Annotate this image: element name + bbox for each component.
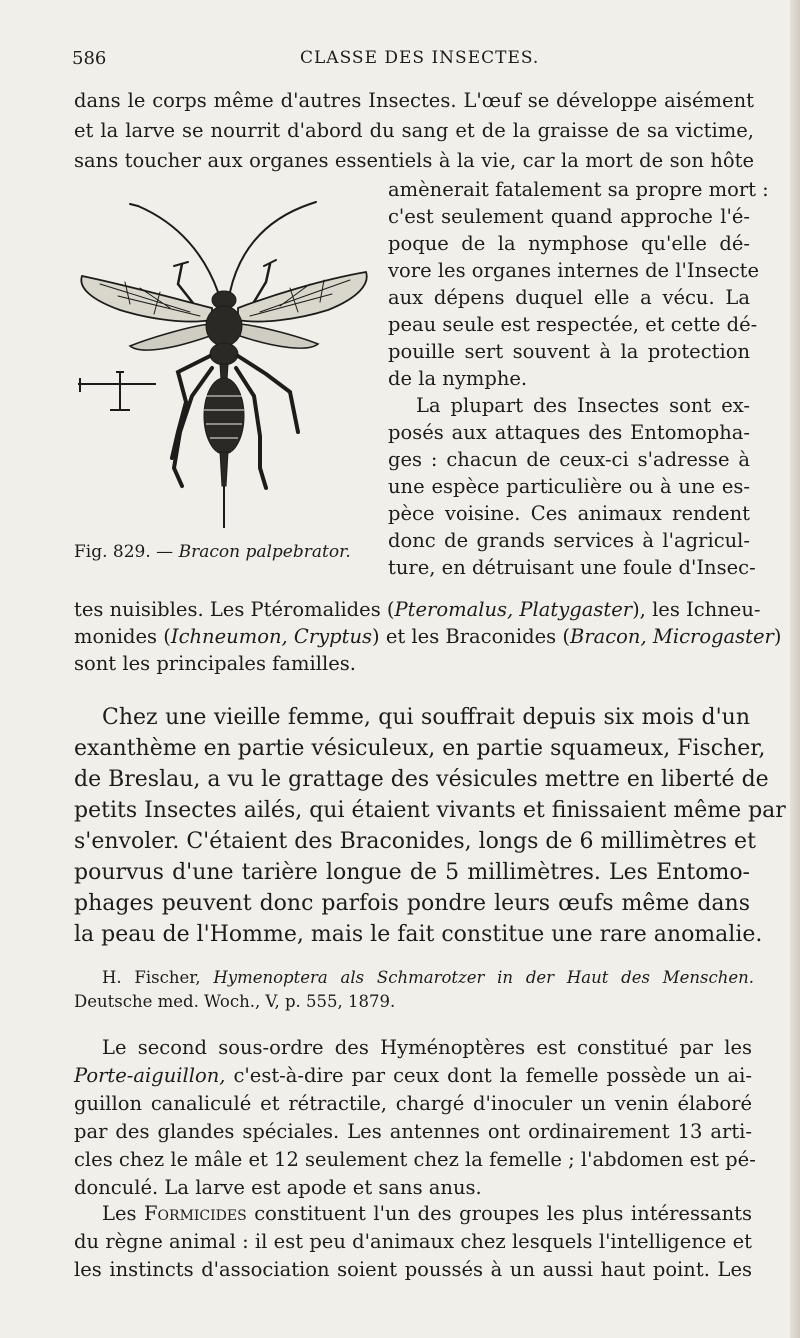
text-line: phages peuvent donc parfois pondre leurs œufs même dans bbox=[74, 891, 750, 916]
suborder-name: Porte-aiguillon, bbox=[74, 1064, 226, 1087]
families-lines bbox=[74, 596, 782, 677]
text-line: c'est seulement quand approche l'é- bbox=[388, 205, 750, 228]
text-span: monides ( bbox=[74, 625, 171, 648]
text-line: une espèce particulière ou à une es- bbox=[388, 475, 750, 498]
text-line: vore les organes internes de l'Insecte bbox=[388, 259, 759, 282]
text-line: aux dépens duquel elle a vécu. La bbox=[388, 286, 750, 309]
text-line: du règne animal : il est peu d'animaux chez lesquels l'intelligence et bbox=[74, 1230, 752, 1253]
text-line: posés aux attaques des Entomopha- bbox=[388, 421, 750, 444]
text-line: de la nymphe. bbox=[388, 367, 528, 390]
text-line: dans le corps même d'autres Insectes. L'œuf se développe aisément bbox=[74, 89, 754, 112]
case-report-paragraph bbox=[74, 702, 786, 950]
text-span: ) et les Braconides ( bbox=[372, 625, 570, 648]
text-line: La plupart des Insectes sont ex- bbox=[416, 394, 750, 417]
page-edge bbox=[790, 0, 800, 1338]
text-line: sans toucher aux organes essentiels à la vie, car la mort de son hôte bbox=[74, 149, 754, 172]
text-line: par des glandes spéciales. Les antennes ont ordinairement 13 arti- bbox=[74, 1120, 752, 1143]
text-line bbox=[74, 596, 761, 623]
text-line: exanthème en partie vésiculeux, en partie squameux, Fischer, bbox=[74, 736, 766, 761]
suborder-paragraph bbox=[74, 1034, 756, 1202]
bracon-wasp-illustration bbox=[70, 196, 380, 540]
text-line: pouille sert souvent à la protection bbox=[388, 340, 750, 363]
reference-title: Hymenoptera als Schmarotzer in der Haut des Menschen. bbox=[213, 968, 754, 987]
right-column-text bbox=[388, 176, 769, 581]
text-line: de Breslau, a vu le grattage des vésicules mettre en liberté de bbox=[74, 767, 769, 792]
text-line: et la larve se nourrit d'abord du sang et de la graisse de sa victime, bbox=[74, 119, 754, 142]
text-line bbox=[74, 1062, 752, 1090]
text-line: donculé. La larve est apode et sans anus. bbox=[74, 1176, 482, 1199]
text-line: sont les principales familles. bbox=[74, 652, 356, 675]
opening-lines bbox=[74, 88, 754, 174]
text-line bbox=[74, 623, 782, 650]
figure-number: Fig. 829. — bbox=[74, 542, 174, 562]
text-line: petits Insectes ailés, qui étaient vivants et finissaient même par bbox=[74, 798, 786, 823]
page-number: 586 bbox=[72, 48, 107, 69]
family-name: Formicides bbox=[144, 1202, 247, 1225]
text-line: amènerait fatalement sa propre mort : bbox=[388, 178, 769, 201]
text-span: Les bbox=[102, 1202, 145, 1225]
wasp-engraving bbox=[70, 196, 380, 540]
reference-author: H. Fischer, bbox=[102, 968, 201, 987]
text-line: ges : chacun de ceux-ci s'adresse à bbox=[388, 448, 750, 471]
text-span: tes nuisibles. Les Ptéromalides ( bbox=[74, 598, 395, 621]
text-line: guillon canaliculé et rétractile, chargé d'inoculer un venin élaboré bbox=[74, 1092, 752, 1115]
page-header bbox=[72, 48, 752, 76]
text-line: cles chez le mâle et 12 seulement chez la femelle ; l'abdomen est pé- bbox=[74, 1148, 756, 1171]
text-line: Le second sous-ordre des Hyménoptères est constitué par les bbox=[102, 1036, 752, 1059]
text-line: peau seule est respectée, et cette dé- bbox=[388, 313, 758, 336]
text-span: ) bbox=[773, 625, 782, 648]
genus-names: Ichneumon, Cryptus bbox=[170, 625, 373, 648]
text-span: c'est-à-dire par ceux dont la femelle possède un ai- bbox=[225, 1064, 752, 1087]
running-title: CLASSE DES INSECTES. bbox=[300, 48, 540, 68]
text-line: donc de grands services à l'agricul- bbox=[388, 529, 750, 552]
text-line: poque de la nymphose qu'elle dé- bbox=[388, 232, 750, 255]
bibliographic-reference bbox=[74, 966, 754, 1014]
text-line: pourvus d'une tarière longue de 5 millimètres. Les Entomo- bbox=[74, 860, 750, 885]
figure-species-name: Bracon palpebrator. bbox=[178, 542, 351, 562]
text-line bbox=[74, 1200, 752, 1228]
reference-source: Deutsche med. Woch., V, p. 555, 1879. bbox=[74, 992, 396, 1011]
figure-caption bbox=[74, 542, 351, 562]
text-line bbox=[74, 966, 754, 990]
formicides-paragraph bbox=[74, 1200, 752, 1284]
text-line: Chez une vieille femme, qui souffrait depuis six mois d'un bbox=[102, 705, 750, 730]
text-span: ), les Ichneu- bbox=[632, 598, 761, 621]
text-line: pèce voisine. Ces animaux rendent bbox=[388, 502, 750, 525]
text-line: ture, en détruisant une foule d'Insec- bbox=[388, 556, 756, 579]
text-line: les instincts d'association soient poussés à un aussi haut point. Les bbox=[74, 1258, 752, 1281]
text-line: la peau de l'Homme, mais le fait constitue une rare anomalie. bbox=[74, 922, 763, 947]
genus-names: Pteromalus, Platygaster bbox=[394, 598, 633, 621]
text-line: s'envoler. C'étaient des Braconides, longs de 6 millimètres et bbox=[74, 829, 756, 854]
genus-names: Bracon, Microgaster bbox=[569, 625, 774, 648]
text-span: constituent l'un des groupes les plus intéressants bbox=[246, 1202, 752, 1225]
